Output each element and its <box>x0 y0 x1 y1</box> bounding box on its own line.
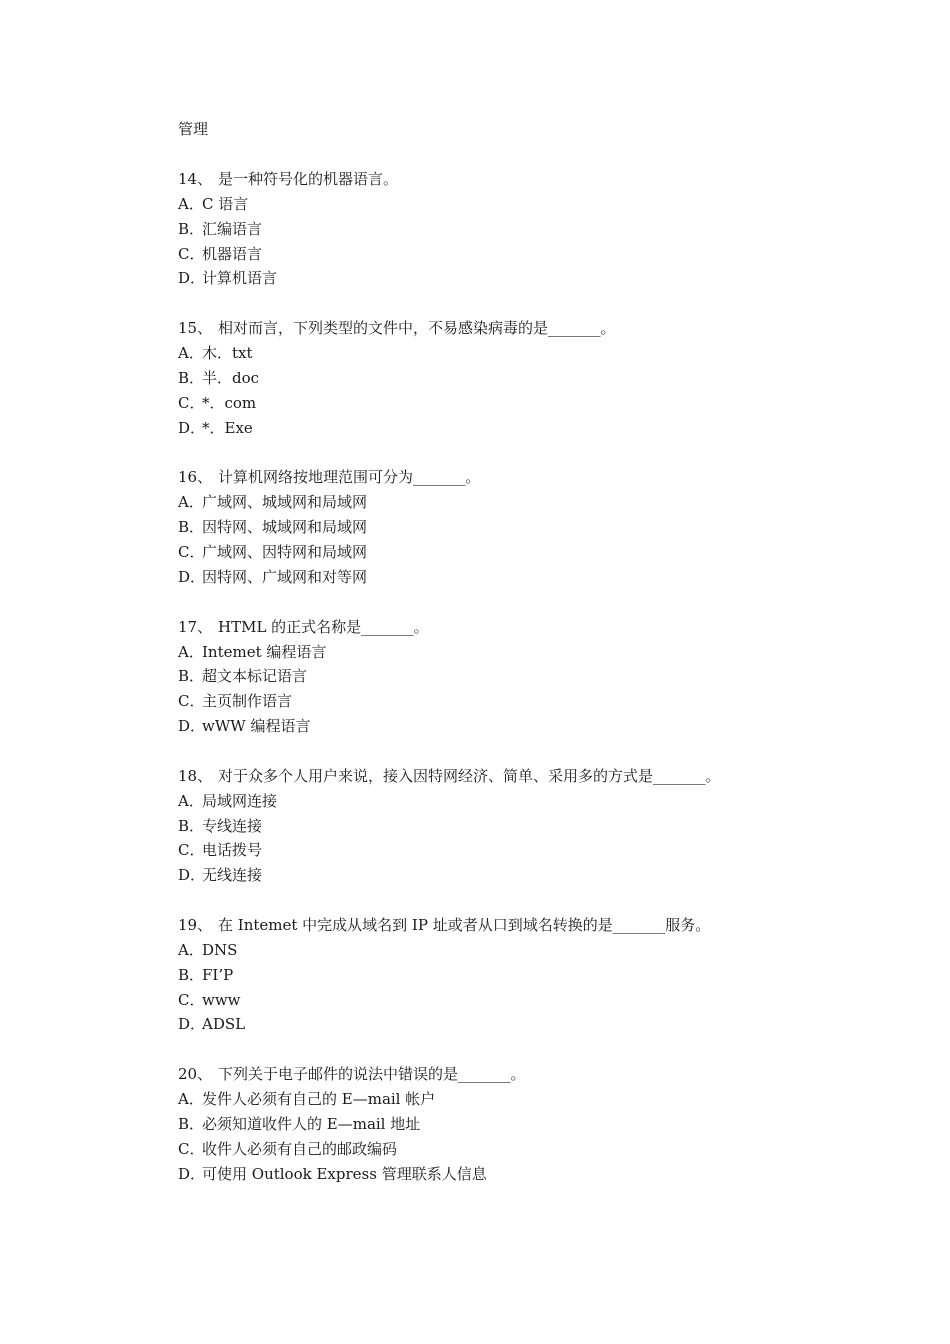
option-text: 广域网、因特网和局域网 <box>202 542 368 561</box>
option-text: 广域网、城域网和局域网 <box>202 493 368 512</box>
option-letter: B． <box>178 816 205 835</box>
answer-option <box>178 540 878 565</box>
question-line <box>178 167 878 192</box>
option-letter: D． <box>178 269 206 288</box>
question-block <box>178 167 878 291</box>
question-text: 是一种符号化的机器语言。 <box>218 170 399 188</box>
answer-option <box>178 1137 878 1162</box>
option-text: Intemet 编程语言 <box>202 642 327 661</box>
option-text: 木．txt <box>202 344 253 363</box>
answer-option <box>178 192 878 217</box>
option-letter: C． <box>178 244 205 263</box>
answer-option <box>178 366 878 391</box>
answer-option <box>178 266 878 291</box>
option-text: 专线连接 <box>202 816 263 835</box>
question-text: 在 Intemet 中完成从域名到 IP 址或者从口到域名转换的是_______服务。 <box>218 916 711 935</box>
answer-option <box>178 814 878 839</box>
option-letter: B． <box>178 1115 205 1133</box>
answer-option <box>178 217 878 242</box>
answer-option <box>178 938 878 963</box>
option-text: 因特网、城域网和局域网 <box>202 518 368 537</box>
answer-option <box>178 391 878 416</box>
question-line <box>178 913 878 938</box>
option-letter: C． <box>178 542 205 561</box>
option-letter: D． <box>178 418 206 437</box>
option-text: 无线连接 <box>202 866 263 885</box>
answer-option <box>178 714 878 739</box>
question-block <box>178 913 878 1037</box>
option-letter: C． <box>178 692 205 711</box>
question-line <box>178 1062 878 1087</box>
option-text: *．com <box>202 393 257 412</box>
answer-option <box>178 1112 878 1137</box>
answer-option <box>178 242 878 267</box>
option-letter: D． <box>178 866 206 885</box>
option-text: C 语言 <box>202 194 249 213</box>
question-number: 15、 <box>178 319 213 338</box>
answer-option <box>178 565 878 590</box>
option-text: 电话拨号 <box>202 841 263 860</box>
question-block <box>178 615 878 739</box>
answer-option <box>178 515 878 540</box>
question-line <box>178 465 878 490</box>
answer-option <box>178 789 878 814</box>
option-text: 半．doc <box>202 368 260 387</box>
answer-option <box>178 689 878 714</box>
answer-option <box>178 963 878 988</box>
option-text: 主页制作语言 <box>202 692 293 711</box>
question-block <box>178 1062 878 1186</box>
question-number: 14、 <box>178 170 213 188</box>
option-text: wWW 编程语言 <box>202 717 311 736</box>
answer-option <box>178 664 878 689</box>
option-text: 汇编语言 <box>202 219 263 238</box>
option-text: www <box>202 990 241 1009</box>
option-text: 因特网、广域网和对等网 <box>202 567 368 586</box>
question-text: 下列关于电子邮件的说法中错误的是_______。 <box>218 1065 526 1084</box>
question-text: 对于众多个人用户来说，接入因特网经济、简单、采用多的方式是_______。 <box>218 766 721 785</box>
answer-option <box>178 640 878 665</box>
option-letter: D． <box>178 1164 206 1183</box>
question-number: 16、 <box>178 468 213 487</box>
question-line <box>178 615 878 640</box>
answer-option <box>178 1087 878 1112</box>
question-line <box>178 764 878 789</box>
option-text: *．Exe <box>202 418 253 437</box>
option-text: DNS <box>202 940 238 959</box>
option-letter: A． <box>178 493 204 512</box>
option-letter: A． <box>178 194 204 213</box>
option-text: 超文本标记语言 <box>202 667 308 686</box>
answer-option <box>178 341 878 366</box>
option-letter: B． <box>178 667 205 686</box>
option-letter: C． <box>178 1139 205 1158</box>
continued-text: 管理 <box>178 120 209 138</box>
option-letter: D． <box>178 717 206 736</box>
option-letter: A． <box>178 642 204 661</box>
option-letter: D． <box>178 1015 206 1034</box>
question-number: 17、 <box>178 617 213 636</box>
option-letter: A． <box>178 1090 204 1109</box>
question-text: 相对而言，下列类型的文件中，不易感染病毒的是_______。 <box>218 319 616 338</box>
option-text: 发件人必须有自己的 E—mail 帐户 <box>202 1090 436 1109</box>
question-line <box>178 316 878 341</box>
option-letter: C． <box>178 990 205 1009</box>
question-text: 计算机网络按地理范围可分为_______。 <box>218 468 481 487</box>
answer-option <box>178 416 878 441</box>
question-number: 19、 <box>178 916 213 935</box>
question-block <box>178 316 878 440</box>
option-letter: D． <box>178 567 206 586</box>
question-block <box>178 465 878 589</box>
answer-option <box>178 863 878 888</box>
option-letter: B． <box>178 518 205 537</box>
answer-option <box>178 1162 878 1187</box>
option-text: 可使用 Outlook Express 管理联系人信息 <box>202 1164 487 1183</box>
option-text: 机器语言 <box>202 244 263 263</box>
option-text: ADSL <box>202 1015 246 1034</box>
option-text: 计算机语言 <box>202 269 278 288</box>
answer-option <box>178 490 878 515</box>
question-number: 18、 <box>178 766 213 785</box>
option-letter: A． <box>178 791 204 810</box>
option-letter: B． <box>178 965 205 984</box>
answer-option <box>178 1012 878 1037</box>
option-letter: C． <box>178 393 205 412</box>
option-text: 局域网连接 <box>202 791 278 810</box>
option-letter: C． <box>178 841 205 860</box>
option-letter: A． <box>178 344 204 363</box>
question-block <box>178 764 878 888</box>
option-text: 收件人必须有自己的邮政编码 <box>202 1139 398 1158</box>
question-text: HTML 的正式名称是_______。 <box>218 617 429 636</box>
option-letter: A． <box>178 940 204 959</box>
option-text: 必须知道收件人的 E—mail 地址 <box>202 1115 421 1133</box>
question-list <box>178 167 878 1212</box>
option-text: FI’P <box>202 965 234 984</box>
option-letter: B． <box>178 219 205 238</box>
option-letter: B． <box>178 368 205 387</box>
answer-option <box>178 988 878 1013</box>
answer-option <box>178 838 878 863</box>
question-number: 20、 <box>178 1065 213 1084</box>
